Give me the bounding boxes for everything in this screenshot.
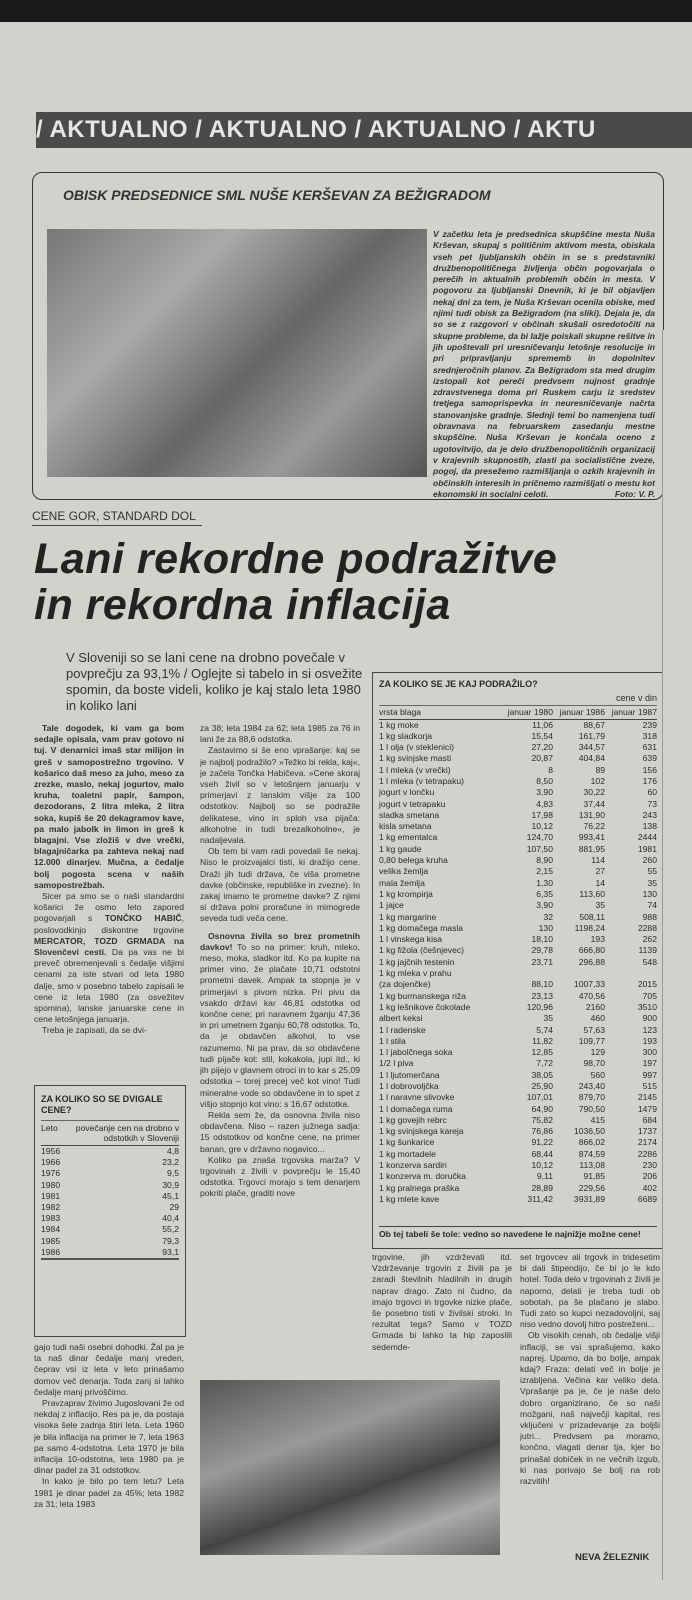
table-row bbox=[379, 1047, 657, 1058]
item-cell: 1 jajce bbox=[379, 900, 404, 911]
column-header: januar 1986 bbox=[553, 706, 605, 720]
item-cell: 1 kg krompirja bbox=[379, 888, 433, 899]
price-cell: 2288 bbox=[637, 922, 657, 933]
table-row bbox=[379, 1104, 657, 1115]
price-cell: 124,70 bbox=[526, 832, 553, 843]
value-cell: 55,2 bbox=[162, 1224, 179, 1235]
price-cell: 29,78 bbox=[531, 945, 553, 956]
price-cell: 11,06 bbox=[532, 719, 553, 730]
item-cell: 1 kg svinjskega kareja bbox=[379, 1126, 464, 1137]
article-lead: V Sloveniji so se lani cene na drobno povečale v povprečju za 93,1% / Oglejte si tabelo in si osvežite spomin, da boste videli, koliko je kaj stalo leta 1980 in koliko lani bbox=[66, 650, 363, 713]
paragraph: za 38; leta 1984 za 62; leta 1985 za 76 in lani že za 88,6 odstotka. bbox=[200, 723, 360, 745]
table-row bbox=[379, 731, 657, 742]
item-cell: mala žemlja bbox=[379, 877, 425, 888]
table-row bbox=[379, 742, 657, 753]
price-cell: 113,08 bbox=[579, 1160, 605, 1171]
price-cell: 3,90 bbox=[536, 787, 553, 798]
item-cell: jogurt v tetrapaku bbox=[379, 798, 446, 809]
paragraph: set trgovcev ali trgovk in tridesetim bi dali štipendijo, če bi jo le kdo hotel. Toda delo v trgovinah z živili je naporno, delati je treba tudi ob sobotah, pa še plačano je slabo. Tudi zato so kupci nezadovoljni, saj niso vedno dovolj hitro postreženi... bbox=[520, 1252, 660, 1330]
item-cell: 1 kg burmanskega riža bbox=[379, 990, 466, 1001]
item-cell: 1 kg pralnega praška bbox=[379, 1182, 460, 1193]
price-cell: 161,79 bbox=[578, 730, 605, 741]
price-cell: 25,90 bbox=[531, 1081, 553, 1091]
article-column-4 bbox=[520, 1252, 660, 1487]
item-cell: 1 l olja (v steklenici) bbox=[379, 742, 454, 753]
price-cell: 91,85 bbox=[583, 1171, 605, 1182]
price-cell: 120,96 bbox=[526, 1001, 553, 1012]
year-cell: 1983 bbox=[41, 1213, 61, 1224]
year-cell: 1986 bbox=[41, 1247, 60, 1259]
inflation-table bbox=[41, 1120, 179, 1260]
table-row bbox=[379, 1081, 657, 1092]
price-cell: 1139 bbox=[638, 945, 657, 956]
price-cell: 260 bbox=[642, 855, 657, 866]
visit-box-title: OBISK PREDSEDNICE SML NUŠE KERŠEVAN ZA BEŽIGRADOM bbox=[63, 187, 491, 203]
price-cell: 508,11 bbox=[579, 911, 605, 922]
item-cell: 1 kg mortadele bbox=[379, 1148, 436, 1159]
price-cell: 88,10 bbox=[531, 979, 553, 990]
price-cell: 27 bbox=[595, 866, 605, 877]
item-cell: 1 l jabolčnega soka bbox=[379, 1047, 453, 1058]
article-column-3 bbox=[372, 1252, 512, 1353]
price-cell: 900 bbox=[642, 1013, 657, 1024]
table-row bbox=[379, 1013, 657, 1024]
price-cell: 881,95 bbox=[578, 843, 605, 854]
price-cell: 8,90 bbox=[536, 855, 553, 866]
price-cell: 176 bbox=[642, 775, 657, 786]
price-cell: 2444 bbox=[637, 832, 657, 843]
table-row bbox=[379, 753, 657, 764]
price-cell: 206 bbox=[642, 1171, 657, 1182]
column-header: Leto bbox=[41, 1121, 60, 1146]
year-cell: 1985 bbox=[41, 1235, 61, 1246]
shop-photo bbox=[200, 1380, 500, 1555]
visit-box bbox=[32, 172, 664, 500]
item-cell: 1 kg moke bbox=[379, 719, 419, 730]
item-cell: 1 kg sladkorja bbox=[379, 730, 433, 741]
price-cell: 20,87 bbox=[531, 753, 553, 764]
table-row bbox=[379, 991, 657, 1002]
price-cell: 57,63 bbox=[583, 1024, 605, 1035]
price-cell: 318 bbox=[642, 730, 657, 741]
price-cell: 18,10 bbox=[531, 934, 553, 945]
price-table-unit: cene v din bbox=[615, 693, 657, 703]
headline-line-1: Lani rekordne podražitve bbox=[34, 535, 558, 583]
price-cell: 4,83 bbox=[536, 798, 553, 809]
price-cell: 28,89 bbox=[531, 1182, 553, 1193]
item-cell: (za dojenčke) bbox=[379, 979, 431, 990]
item-cell: sladka smetana bbox=[379, 809, 440, 820]
item-cell: 1 konzerva m. doručka bbox=[379, 1171, 466, 1182]
price-cell: 866,02 bbox=[578, 1137, 605, 1148]
item-cell: jogurt v lončku bbox=[379, 787, 435, 798]
price-cell: 35 bbox=[595, 900, 605, 911]
table-row bbox=[379, 934, 657, 945]
price-cell: 470,56 bbox=[578, 990, 605, 1001]
price-cell: 460 bbox=[590, 1013, 605, 1024]
price-cell: 8 bbox=[548, 764, 553, 775]
column-header: januar 1987 bbox=[605, 706, 657, 720]
item-cell: 1 kg šunkarice bbox=[379, 1137, 435, 1148]
year-cell: 1956 bbox=[41, 1146, 61, 1156]
value-cell: 9,5 bbox=[167, 1168, 179, 1179]
table-row bbox=[379, 866, 657, 877]
item-cell: kisla smetana bbox=[379, 821, 432, 832]
price-cell: 14 bbox=[595, 877, 605, 888]
price-table-box bbox=[372, 672, 664, 1249]
price-cell: 107,50 bbox=[526, 843, 553, 854]
item-cell: 1 l mleka (v tetrapaku) bbox=[379, 775, 465, 786]
price-cell: 229,56 bbox=[578, 1182, 605, 1193]
price-cell: 91,22 bbox=[531, 1137, 553, 1148]
table-row bbox=[41, 1191, 179, 1202]
table-row bbox=[379, 957, 657, 968]
table-row bbox=[379, 821, 657, 832]
price-cell: 30,22 bbox=[583, 787, 605, 798]
table-row bbox=[379, 1036, 657, 1047]
item-cell: 1 l naravne slivovke bbox=[379, 1092, 455, 1103]
price-cell: 73 bbox=[647, 798, 657, 809]
table-row bbox=[379, 968, 657, 979]
price-cell: 415 bbox=[590, 1114, 605, 1125]
table-row bbox=[379, 1149, 657, 1160]
price-cell: 300 bbox=[642, 1047, 657, 1058]
price-cell: 12,85 bbox=[531, 1047, 553, 1058]
price-cell: 9,11 bbox=[536, 1171, 553, 1182]
paragraph: Sicer pa smo se o naši standardni košarici že osmo leto zapored pogovarjali s TONČKO HABIČ, poslovodkinjo diskontne trgovine MERCATOR, TOZD GRMADA na Slovenčevi cesti. Da pa vas ne bi preveč obremenjevali s čedalje višjimi cenami za iste stvari od leta 1980 dalje, smo v posebno tabelo zapisali le cene iz leta 1980 (za osvežitev spomina), lanske januarske cene in cene letošnjega januarja. bbox=[34, 891, 184, 1025]
price-cell bbox=[605, 968, 657, 979]
year-cell: 1984 bbox=[41, 1224, 61, 1235]
price-cell: 109,77 bbox=[578, 1035, 605, 1046]
price-cell: 23,13 bbox=[531, 990, 553, 1001]
table-row bbox=[379, 1115, 657, 1126]
price-cell: 262 bbox=[642, 934, 657, 945]
adjacent-page-edge bbox=[662, 330, 692, 1580]
price-cell: 1036,50 bbox=[573, 1126, 605, 1137]
item-cell: 1/2 l piva bbox=[379, 1058, 414, 1069]
price-cell: 404,84 bbox=[578, 753, 605, 764]
paragraph: Rekla sem že, da osnovna živila niso obdavčena. Niso – razen južnega sadja: 15 odstotkov od končne cene, na primer banan, gre v državno nogavico... bbox=[200, 1109, 360, 1154]
section-banner: / AKTUALNO / AKTUALNO / AKTUALNO / AKTU bbox=[36, 112, 692, 148]
price-cell: 10,12 bbox=[531, 1160, 553, 1171]
table-row bbox=[379, 945, 657, 956]
table-row bbox=[41, 1146, 179, 1158]
price-cell: 131,90 bbox=[578, 809, 605, 820]
visit-box-body: V začetku leta je predsednica skupščine mesta Nuša Krševan, skupaj s političnim aktivom mesta, obiskala vseh pet ljubljanskih občin in se s predstavniki družbenopolitičnega življenja občin pogovarjala o perečih in aktualnih problemih občin in mesta. V pogovoru za ljubljanski Dnevnik, ki je bil objavljen nekaj dni za tem, je Nuša Krševan ocenila obiske, med njimi tudi obisk za Bežigradom (na sliki). Dejala je, da so se z razgovori v občinah skušali osredotočiti na skupne probleme, da bi lažje poiskali skupne rešitve in jih upoštevali pri uresničevanju letošnje resolucije in pri pripravljanju sprememb in dopolnitev srednjeročnih planov. Za Bežigradom sta med drugim izstopali kot pereči predvsem nujnost gradnje zdravstvenega doma pri Ruskem carju iz sredstev tretjega samoprispevka in neuresničevanje načrta stanovanjske gradnje. Slednji temi bo namenjena tudi obravnava na februarskem zasedanju mestne skupščine. Nuša Krševan je končala oceno z ugotovitvijo, da je delo družbenopolitičnih organizacij v krajevnih skupnostih, zlasti pa socialistične zveze, pogoj, da presežemo razmišljanja o ozkih krajevnih in občinskih interesih in pričnemo razmišljati o mestu kot ekonomski in socialni celoti. bbox=[433, 229, 655, 499]
item-cell: 1 l dobrovoljčka bbox=[379, 1081, 439, 1091]
value-cell: 93,1 bbox=[60, 1247, 179, 1259]
price-cell: 64,90 bbox=[531, 1103, 553, 1114]
table-row bbox=[41, 1168, 179, 1179]
paragraph: Koliko pa znaša trgovska marža? V trgovinah z živili v povprečju le 15,40 odstotka. Trgovci morajo s tem denarjem pokriti plače, graditi nove bbox=[200, 1154, 360, 1199]
price-table bbox=[379, 705, 657, 1205]
price-cell: 88,67 bbox=[583, 719, 605, 730]
item-cell: 1 kg fižola (češnjevec) bbox=[379, 945, 465, 956]
year-cell: 1966 bbox=[41, 1157, 61, 1168]
price-cell: 3,90 bbox=[536, 900, 553, 911]
price-table-note: Ob tej tabeli še tole: vedno so navedene le najnižje možne cene! bbox=[379, 1226, 657, 1240]
item-cell: 1 kg ementalca bbox=[379, 832, 438, 843]
table-row bbox=[379, 799, 657, 810]
headline-line-2: in rekordna inflacija bbox=[34, 581, 451, 629]
price-cell: 7,72 bbox=[536, 1058, 553, 1069]
price-cell: 296,88 bbox=[578, 956, 605, 967]
table-row bbox=[379, 832, 657, 843]
inflation-table-title: ZA KOLIKO SO SE DVIGALE CENE? bbox=[41, 1094, 163, 1115]
value-cell: 30,9 bbox=[162, 1179, 179, 1190]
table-row bbox=[379, 719, 657, 731]
price-cell: 55 bbox=[647, 866, 657, 877]
item-cell: velika žemlja bbox=[379, 866, 429, 877]
item-cell: 1 l stila bbox=[379, 1035, 406, 1046]
item-cell: 1 l mleka (v vrečki) bbox=[379, 764, 451, 775]
table-row bbox=[379, 1194, 657, 1205]
price-cell: 560 bbox=[590, 1069, 605, 1080]
table-row bbox=[379, 1092, 657, 1103]
price-cell: 631 bbox=[642, 742, 657, 753]
price-cell: 15,54 bbox=[531, 730, 553, 741]
article-headline bbox=[34, 536, 557, 628]
price-cell: 2160 bbox=[585, 1001, 605, 1012]
table-row bbox=[379, 1002, 657, 1013]
price-cell: 23,71 bbox=[531, 956, 553, 967]
price-cell: 2015 bbox=[637, 979, 657, 990]
item-cell: 1 kg govejih rebrc bbox=[379, 1114, 447, 1125]
price-cell: 113,60 bbox=[579, 888, 605, 899]
value-cell: 79,3 bbox=[162, 1235, 179, 1246]
visit-box-text bbox=[433, 229, 655, 500]
price-cell: 639 bbox=[642, 753, 657, 764]
column-header: vrsta blaga bbox=[379, 706, 501, 720]
price-cell: 197 bbox=[642, 1058, 657, 1069]
top-bar bbox=[0, 0, 692, 22]
year-cell: 1980 bbox=[41, 1179, 61, 1190]
year-cell: 1981 bbox=[41, 1190, 61, 1201]
price-cell: 129 bbox=[590, 1047, 605, 1058]
price-cell: 74 bbox=[647, 900, 657, 911]
table-row bbox=[379, 1126, 657, 1137]
price-cell: 35 bbox=[543, 1013, 553, 1024]
table-row bbox=[41, 1213, 179, 1224]
item-cell: 1 kg lešnikove čokolade bbox=[379, 1001, 471, 1012]
table-row bbox=[379, 1160, 657, 1171]
intro-paragraph: Tale dogodek, ki vam ga bom sedajle opisala, vam prav gotovo ni tuj. V denarnici imaš star milijon in greš v samopostrežno trgovino. V košarico daš meso za juho, meso za zrezke, maslo, nekaj jogurtov, malo kruha, toaletni papir, šampon, dezodorans, 2 litra mleka, 2 litra soka, kupiš še 20 dekagramov kave, pa malo jabolk in limon in greš k blagajni. Vse zložiš v dve vrečki, blagajničarka pa zahteva nekaj nad 12.000 dinarjev. Mučna, a čedalje bolj pogosta scena v naših samopostrežbah. bbox=[34, 723, 184, 890]
price-cell: 684 bbox=[642, 1114, 657, 1125]
table-row bbox=[379, 1171, 657, 1182]
item-cell: 1 kg svinjske masti bbox=[379, 753, 452, 764]
price-cell: 988 bbox=[642, 911, 657, 922]
paragraph: gajo tudi naši osebni dohodki. Žal pa je ta naš dinar čedalje manj vreden, čeprav vsi iz leta v leto prinašamo domov več denarja. Toda zanj si lahko čedalje manj privoščimo. bbox=[34, 1342, 184, 1397]
price-cell bbox=[501, 968, 553, 979]
price-cell: 89 bbox=[595, 764, 605, 775]
price-cell: 68,44 bbox=[531, 1148, 553, 1159]
price-cell: 2174 bbox=[637, 1137, 657, 1148]
price-cell: 10,12 bbox=[531, 821, 553, 832]
table-row bbox=[379, 889, 657, 900]
value-cell: 23,2 bbox=[162, 1157, 179, 1168]
item-cell: 1 l ljutomerčana bbox=[379, 1069, 440, 1080]
year-cell: 1976 bbox=[41, 1168, 61, 1179]
table-row bbox=[379, 765, 657, 776]
price-cell: 548 bbox=[642, 956, 657, 967]
paragraph: Treba je zapisati, da se dvi- bbox=[42, 1025, 147, 1036]
paragraph: In kako je bilo po tem letu? Leta 1981 je dinar padel za 45%; leta 1982 za 31; leta 1983 bbox=[34, 1476, 184, 1509]
table-row bbox=[379, 855, 657, 866]
table-row bbox=[379, 900, 657, 911]
price-cell: 1198,24 bbox=[574, 922, 605, 933]
price-cell: 193 bbox=[590, 934, 605, 945]
paragraph: Zastavimo si še eno vprašanje: kaj se je najbolj podražilo? »Težko bi rekla, kaj«, je začela Tončka Habičeva. »Cene skoraj vseh živil so v letošnjem januarju v primerjavi z lanskim višje za 100 odstotkov. Najbolj so se podražile delikatese, vino in sploh vsa pijača: alkoholne in tudi brezalkoholne«, je nadaljevala. bbox=[200, 745, 360, 846]
price-cell: 2,15 bbox=[536, 866, 553, 877]
year-cell: 1982 bbox=[41, 1202, 61, 1213]
meeting-photo bbox=[47, 229, 427, 477]
price-cell: 8,50 bbox=[536, 775, 553, 786]
item-cell: 1 l vinskega kisa bbox=[379, 934, 443, 945]
price-cell: 874,59 bbox=[578, 1148, 605, 1159]
paragraph: trgovine, jih vzdrževati itd. Vzdrževanje trgovin z živili pa je zaradi številnih hladilnih in drugih naprav drago. Zato ni čudno, da imajo trgovci in trgovke nizke plače, še posebno tisti v živilski stroki. In rezultat tega? Samo v TOZD Grmada bi lahko ta hip zaposlili sedemde- bbox=[372, 1252, 512, 1352]
item-cell: 1 kg gaude bbox=[379, 843, 422, 854]
price-cell: 790,50 bbox=[578, 1103, 605, 1114]
table-row bbox=[379, 979, 657, 990]
column-header: povečanje cen na drobno v odstotkih v Sloveniji bbox=[60, 1121, 179, 1146]
price-table-title: ZA KOLIKO SE JE KAJ PODRAŽILO? bbox=[379, 679, 538, 689]
price-cell: 130 bbox=[538, 922, 553, 933]
price-cell: 130 bbox=[642, 888, 657, 899]
article-author: NEVA ŽELEZNIK bbox=[575, 1552, 650, 1563]
price-cell: 402 bbox=[642, 1182, 657, 1193]
price-cell: 138 bbox=[642, 821, 657, 832]
inflation-table-box bbox=[34, 1085, 186, 1337]
price-cell: 239 bbox=[642, 719, 657, 730]
price-cell: 6689 bbox=[637, 1193, 657, 1204]
price-cell: 193 bbox=[642, 1035, 657, 1046]
paragraph: Ob visokih cenah, ob čedalje višji inflaciji, se vsi sprašujemo, kako naprej. Upamo, da bo bolje, ampak kdaj? Fraza: delati več in bolje je izrabljena. Večina kar veliko dela. Vprašanje pa je, če je naše delo dobro organizirano, če so naši možgani, naš največji kapital, res vključeni v prizadevanje za boljši jutri... Predvsem pa moramo, končno, vlagati denar tja, kjer bo prinašal dobiček in ne večnih izgub, ki nas porivajo še bolj na rob razvitih! bbox=[520, 1330, 660, 1487]
article-column-2 bbox=[200, 723, 360, 1200]
table-row bbox=[41, 1202, 179, 1213]
price-cell: 27,20 bbox=[531, 742, 553, 753]
price-cell: 515 bbox=[642, 1081, 657, 1091]
table-row bbox=[379, 912, 657, 923]
value-cell: 4,8 bbox=[167, 1146, 179, 1156]
price-cell: 997 bbox=[642, 1069, 657, 1080]
price-cell: 1479 bbox=[637, 1103, 657, 1114]
price-cell: 98,70 bbox=[583, 1058, 605, 1069]
table-row bbox=[379, 776, 657, 787]
price-cell: 3510 bbox=[637, 1001, 657, 1012]
price-cell: 35 bbox=[647, 877, 657, 888]
table-row bbox=[41, 1224, 179, 1235]
price-cell: 102 bbox=[590, 775, 605, 786]
table-row bbox=[379, 1137, 657, 1148]
article-kicker: CENE GOR, STANDARD DOL bbox=[32, 509, 202, 526]
price-cell: 1981 bbox=[637, 843, 657, 854]
item-cell: 0,80 belega kruha bbox=[379, 855, 448, 866]
value-cell: 45,1 bbox=[162, 1190, 179, 1201]
item-cell: 1 l domačega ruma bbox=[379, 1103, 453, 1114]
paragraph: Osnovna živila so brez prometnih davkov! To so na primer: kruh, mleko, meso, moka, sladkor itd. Ko pa kupite na primer vino, že plačate 10,71 odstotni prometni davek. Ampak ta stopnja je v primerjavi s pivom nizka. Pri pivu da vsakdo državi kar 46,81 odstotka od končne cene; pri naravnem žganju 47,36 in pri umetnem žganju 60,78 odstotka. To, da je obdavčen alkohol, to vse razumemo. Ni pa prav, da so obdavčene tudi pijače kot: stil, kokakola, jupi itd., ki jih pijejo v glavnem otroci in to kar s 25,09 odstotka – torej precej več kot vino! Tudi mineralne vode so obdavčene in to spet z višjo stopnjo kot vino: s 16,67 odstotka. bbox=[200, 930, 360, 1109]
paragraph: Ob tem bi vam radi povedali še nekaj. Niso le proizvajalci tisti, ki dražijo cene. Draži jih tudi država, če viša prometne davke (občinske, republiške in zvezne). In zakaj imamo te prometne davke? Z njimi si država polni proračune in mimogrede seveda tudi veča cene. bbox=[200, 846, 360, 924]
item-cell: 1 kg domačega masla bbox=[379, 922, 464, 933]
price-cell: 60 bbox=[647, 787, 657, 798]
item-cell: 1 kg mlete kave bbox=[379, 1193, 440, 1204]
table-row bbox=[379, 844, 657, 855]
item-cell: 1 kg mleka v prahu bbox=[379, 968, 452, 979]
price-cell: 879,70 bbox=[578, 1092, 605, 1103]
table-row bbox=[41, 1157, 179, 1168]
table-row bbox=[41, 1247, 179, 1259]
price-cell: 76,86 bbox=[531, 1126, 553, 1137]
price-cell: 37,44 bbox=[583, 798, 605, 809]
price-cell: 114 bbox=[591, 855, 605, 866]
price-cell: 17,98 bbox=[531, 809, 553, 820]
price-cell: 2286 bbox=[637, 1148, 657, 1159]
price-cell: 243,40 bbox=[578, 1081, 605, 1091]
price-cell: 1007,33 bbox=[573, 979, 605, 990]
table-row bbox=[379, 1025, 657, 1036]
price-cell: 75,82 bbox=[531, 1114, 553, 1125]
price-cell: 344,57 bbox=[578, 742, 605, 753]
price-cell: 32 bbox=[543, 911, 553, 922]
price-cell: 76,22 bbox=[583, 821, 605, 832]
price-cell: 3931,89 bbox=[573, 1193, 605, 1204]
item-cell: 1 l radenske bbox=[379, 1024, 426, 1035]
table-row bbox=[41, 1180, 179, 1191]
table-row bbox=[379, 810, 657, 821]
price-cell: 705 bbox=[642, 990, 657, 1001]
item-cell: 1 kg margarine bbox=[379, 911, 437, 922]
table-row bbox=[379, 1070, 657, 1081]
price-cell: 1,30 bbox=[536, 877, 553, 888]
table-row bbox=[379, 878, 657, 889]
table-row bbox=[379, 787, 657, 798]
price-cell: 243 bbox=[642, 809, 657, 820]
table-row bbox=[41, 1236, 179, 1247]
price-cell: 6,35 bbox=[536, 888, 553, 899]
value-cell: 29 bbox=[169, 1202, 179, 1213]
photo-credit: Foto: V. P. bbox=[614, 488, 655, 499]
price-cell: 666,80 bbox=[578, 945, 605, 956]
price-cell: 993,41 bbox=[578, 832, 605, 843]
price-cell: 123 bbox=[642, 1024, 657, 1035]
price-cell: 38,05 bbox=[531, 1069, 553, 1080]
price-cell: 11,82 bbox=[532, 1035, 553, 1046]
item-cell: 1 konzerva sardin bbox=[379, 1160, 447, 1171]
column-header: januar 1980 bbox=[501, 706, 553, 720]
table-row bbox=[379, 1058, 657, 1069]
item-cell: albert keksi bbox=[379, 1013, 423, 1024]
article-column-1-cont bbox=[34, 1342, 184, 1510]
item-cell: 1 kg jajčnih testenin bbox=[379, 956, 455, 967]
price-cell: 1737 bbox=[637, 1126, 657, 1137]
price-cell: 230 bbox=[642, 1160, 657, 1171]
table-row bbox=[379, 1183, 657, 1194]
price-cell: 311,42 bbox=[527, 1193, 553, 1204]
price-cell bbox=[553, 968, 605, 979]
price-cell: 5,74 bbox=[536, 1024, 553, 1035]
article-column-1 bbox=[34, 723, 184, 1037]
table-row bbox=[379, 923, 657, 934]
price-cell: 156 bbox=[642, 764, 657, 775]
paragraph: Pravzaprav živimo Jugoslovani že od nekdaj z inflacijo. Res pa je, da postaja visoka šele zadnja štiri leta. Leta 1960 je bila inflacija na primer le 7, leta 1963 pa samo 4-odstotna. Leta 1970 je bila inflacija 10-odstotna, leta 1980 pa je dinar padel za 31 odstotkov. bbox=[34, 1398, 184, 1476]
price-cell: 2145 bbox=[637, 1092, 657, 1103]
price-cell: 107,01 bbox=[526, 1092, 553, 1103]
value-cell: 40,4 bbox=[162, 1213, 179, 1224]
